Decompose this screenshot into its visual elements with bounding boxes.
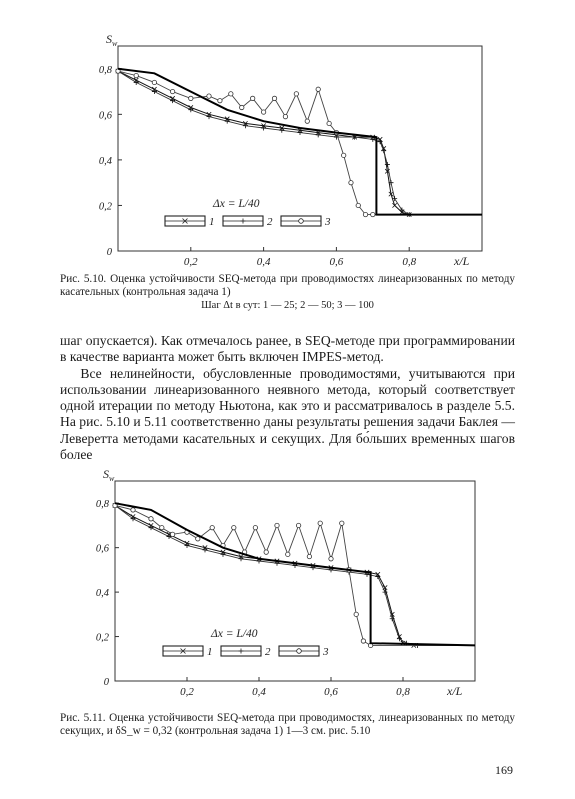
series-point-3 [349, 180, 353, 184]
legend-label: 1 [207, 646, 213, 658]
series-point-3 [240, 105, 244, 109]
legend-marker [297, 649, 302, 654]
y-tick-label: 0,8 [95, 499, 109, 511]
legend-title: Δx = L/40 [211, 628, 258, 640]
series-point-3 [286, 552, 290, 556]
y-tick-label: 0 [103, 677, 109, 688]
series-point-3 [189, 96, 193, 100]
series-point-3 [275, 523, 279, 527]
x-tick-label: 0,8 [396, 686, 410, 698]
series-point-3 [341, 153, 345, 157]
x-tick-label: 0,2 [183, 256, 198, 268]
paragraph-1: шаг опускается). Как отмечалось ранее, в SEQ-методе при программировании в качестве варианта может быть включен IMPES-метод. [60, 333, 515, 365]
series-point-3 [218, 98, 222, 102]
y-tick-label: 0,6 [95, 543, 109, 555]
series-point-3 [134, 73, 138, 77]
series-point-3 [264, 550, 268, 554]
series-point-3 [253, 525, 257, 529]
series-point-3 [340, 521, 344, 525]
series-point-3 [170, 89, 174, 93]
series-point-2 [399, 208, 404, 213]
series-point-3 [354, 612, 358, 616]
x-tick-label: 0,2 [180, 686, 194, 698]
x-axis-label: x/L [447, 684, 463, 698]
series-point-3 [363, 212, 367, 216]
x-tick-label: 0,4 [252, 686, 266, 698]
series-point-3 [170, 532, 174, 536]
y-tick-label: 0,4 [95, 588, 109, 600]
y-tick-label: 0,2 [95, 632, 109, 644]
series-point-3 [318, 521, 322, 525]
series-point-3 [316, 87, 320, 91]
x-tick-label: 0,6 [329, 256, 344, 268]
legend-label: 2 [267, 216, 273, 228]
y-axis-label: $S_w$ [106, 32, 118, 48]
series-point-3 [210, 525, 214, 529]
series-point-3 [207, 94, 211, 98]
caption-fig-5-10-steps: Шаг Δt в сут: 1 — 25; 2 — 50; 3 — 100 [201, 300, 374, 311]
series-point-3 [272, 96, 276, 100]
y-axis-label: $S_w$ [103, 467, 115, 483]
x-tick-label: 0,6 [324, 686, 338, 698]
series-point-3 [296, 523, 300, 527]
paragraph-2: Все нелинейности, обусловленные проводимостями, учитываются при использовании линеаризованного неявного метода, который соответствует одной итерации по методу Ньютона, как это и рассматривалось в разделе 5.5. На рис. 5.10 и 5.11 соответственно даны результаты решения задачи Баклея — Леверетта методами касательных и секущих. Для бо́льших временных шагов более [60, 365, 515, 463]
series-point-3 [307, 554, 311, 558]
caption-fig-5-10-text: Рис. 5.10. Оценка устойчивости SEQ-метода при проводимостях линеаризованных по методу касательных (контрольная задача 1) [60, 273, 515, 298]
series-point-3 [131, 508, 135, 512]
legend-marker [299, 219, 304, 224]
series-point-3 [327, 121, 331, 125]
series-point-3 [232, 525, 236, 529]
chart-fig-5-10 [99, 32, 482, 268]
series-point-3 [261, 110, 265, 114]
y-tick-label: 0 [106, 247, 112, 258]
series-point-3 [371, 212, 375, 216]
legend-label: 2 [265, 646, 271, 658]
series-point-3 [356, 203, 360, 207]
legend-title: Δx = L/40 [213, 198, 260, 210]
y-tick-label: 0,6 [98, 110, 112, 122]
series-point-3 [329, 557, 333, 561]
series-point-3 [250, 96, 254, 100]
x-tick-label: 0,4 [256, 256, 271, 268]
series-point-3 [229, 92, 233, 96]
y-tick-label: 0,8 [98, 64, 112, 76]
legend-label: 3 [325, 216, 331, 228]
series-point-3 [196, 537, 200, 541]
page-number: 169 [495, 763, 513, 777]
series-point-3 [160, 525, 164, 529]
legend-label: 3 [323, 646, 329, 658]
legend-marker [239, 649, 244, 654]
y-tick-label: 0,2 [98, 201, 112, 213]
legend-label: 1 [209, 216, 215, 228]
x-axis-label: x/L [454, 254, 470, 268]
x-tick-label: 0,8 [402, 256, 417, 268]
series-line-bold [115, 503, 475, 645]
series-point-3 [152, 80, 156, 84]
legend-marker [241, 219, 246, 224]
series-line-1 [115, 505, 475, 645]
caption-fig-5-10 [60, 273, 515, 312]
chart-fig-5-11 [96, 467, 475, 698]
series-point-3 [149, 517, 153, 521]
series-point-3 [283, 114, 287, 118]
series-point-3 [294, 92, 298, 96]
series-point-2 [381, 148, 386, 153]
caption-fig-5-11: Рис. 5.11. Оценка устойчивости SEQ-метода при проводимостях, линеаризованных по методу секущих, и δS_w = 0,32 (контрольная задача 1) 1—3 см. рис. 5.10 [60, 712, 515, 737]
y-tick-label: 0,4 [98, 155, 112, 167]
series-line-3 [115, 505, 475, 645]
series-point-3 [361, 639, 365, 643]
body-text [60, 333, 515, 463]
series-line-2 [115, 505, 475, 645]
series-point-3 [305, 119, 309, 123]
